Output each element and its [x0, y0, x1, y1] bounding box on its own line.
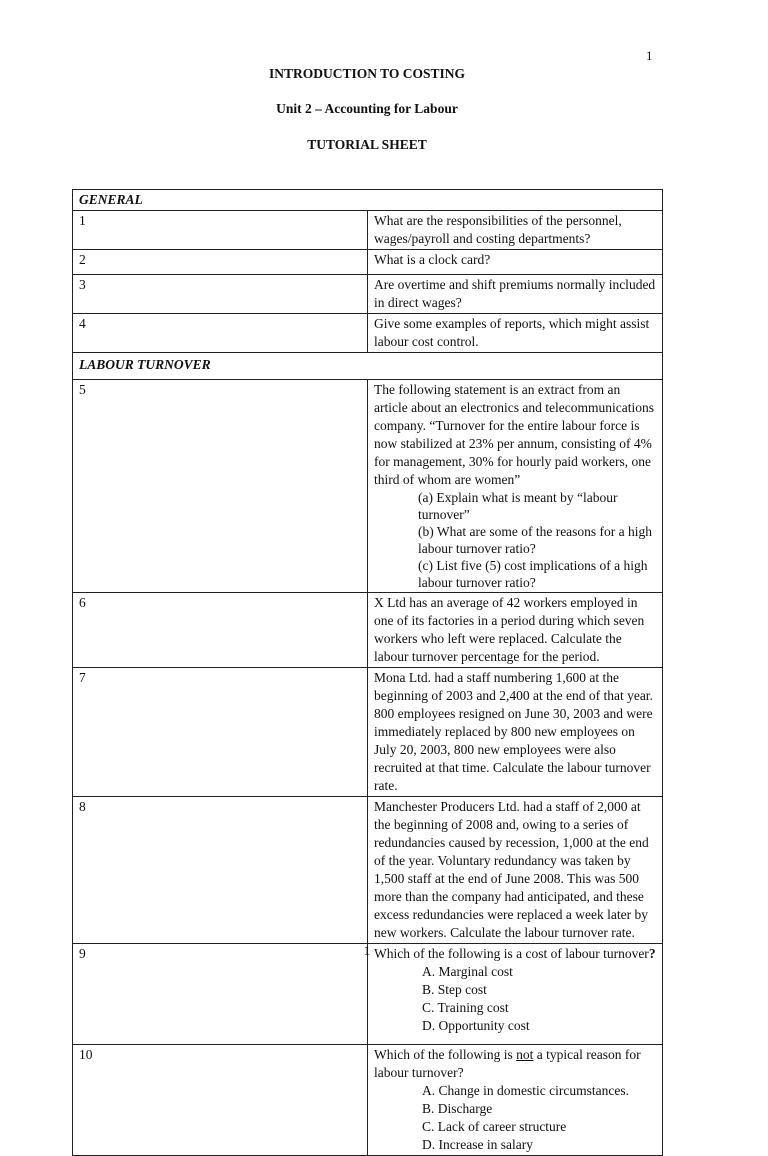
- answer-option: A. Marginal cost: [422, 964, 513, 979]
- section-row-general: [73, 190, 663, 211]
- question-number: 9: [73, 944, 368, 1045]
- question-number: 2: [73, 250, 368, 275]
- question-text-emphasis: not: [516, 1047, 534, 1062]
- question-row-8: [73, 797, 663, 944]
- question-cell: [368, 380, 663, 593]
- page-number-top: 1: [646, 48, 653, 63]
- question-row-5: [73, 380, 663, 593]
- question-text: The following statement is an extract from an article about an electronics and telecommunications company. “Turnover for the entire labour force is now stabilized at 23% per annum, consisting of 4% for management, 30% for hourly paid workers, one third of whom are women”: [374, 382, 655, 487]
- question-cell: [368, 1045, 663, 1156]
- question-number: 4: [73, 314, 368, 353]
- question-part: (b) What are some of the reasons for a high labour turnover ratio?: [418, 524, 653, 556]
- answer-option: B. Discharge: [422, 1101, 493, 1116]
- answer-option: C. Lack of career structure: [422, 1119, 567, 1134]
- question-number: 7: [73, 668, 368, 797]
- answer-option: B. Step cost: [422, 982, 487, 997]
- question-text: Are overtime and shift premiums normally included in direct wages?: [368, 275, 663, 314]
- question-mark: ?: [648, 946, 656, 961]
- question-row-6: [73, 593, 663, 668]
- question-number: 10: [73, 1045, 368, 1156]
- question-number: 5: [73, 380, 368, 593]
- question-number: 1: [73, 211, 368, 250]
- page-number-bottom: 1: [363, 943, 371, 958]
- question-text: Manchester Producers Ltd. had a staff of 2,000 at the beginning of 2008 and, owing to a series of redundancies caused by recession, 1,000 at the end of the year. Voluntary redundancy was taken by 1,500 staff at the end of June 2008. This was 500 more than the company had anticipated, and these excess redundancies were replaced a week later by new workers. Calculate the labour turnover rate.: [368, 797, 663, 944]
- section-row-labour-turnover: [73, 353, 663, 380]
- question-row-3: [73, 275, 663, 314]
- question-text-post: a typical reason for labour turnover?: [374, 1047, 641, 1080]
- answer-option: C. Training cost: [422, 1000, 509, 1015]
- question-number: 3: [73, 275, 368, 314]
- question-row-1: [73, 211, 663, 250]
- document-title: INTRODUCTION TO COSTING: [268, 66, 466, 81]
- question-part: (a) Explain what is meant by “labour turnover”: [418, 490, 618, 522]
- question-text-pre: Which of the following is: [374, 1047, 517, 1062]
- questions-table: [72, 189, 663, 1156]
- question-row-7: [73, 668, 663, 797]
- answer-option: D. Opportunity cost: [422, 1018, 530, 1033]
- question-part: (c) List five (5) cost implications of a high labour turnover ratio?: [418, 558, 648, 590]
- question-parts: [374, 489, 656, 591]
- section-heading-labour-turnover: LABOUR TURNOVER: [73, 353, 663, 380]
- sheet-subtitle: TUTORIAL SHEET: [307, 137, 427, 152]
- question-text: Give some examples of reports, which might assist labour cost control.: [368, 314, 663, 353]
- question-text-main: Which of the following is a cost of labour turnover: [374, 946, 649, 961]
- question-text: [374, 1046, 656, 1082]
- section-heading-general: GENERAL: [73, 190, 663, 211]
- question-number: 6: [73, 593, 368, 668]
- answer-option: D. Increase in salary: [422, 1137, 533, 1152]
- question-text: Mona Ltd. had a staff numbering 1,600 at the beginning of 2003 and 2,400 at the end of that year. 800 employees resigned on June 30, 2003 and were immediately replaced by 800 new employees on July 20, 2003, 800 new employees were also recruited at that time. Calculate the labour turnover rate.: [368, 668, 663, 797]
- answer-options: [374, 963, 656, 1035]
- question-row-10: [73, 1045, 663, 1156]
- question-text: What is a clock card?: [368, 250, 663, 275]
- answer-option: A. Change in domestic circumstances.: [422, 1083, 629, 1098]
- question-text: X Ltd has an average of 42 workers employed in one of its factories in a period during which seven workers who left were replaced. Calculate the labour turnover percentage for the period.: [368, 593, 663, 668]
- question-row-2: [73, 250, 663, 275]
- unit-title: Unit 2 – Accounting for Labour: [276, 101, 458, 116]
- answer-options: [374, 1082, 656, 1154]
- question-text: What are the responsibilities of the personnel, wages/payroll and costing departments?: [368, 211, 663, 250]
- question-number: 8: [73, 797, 368, 944]
- question-row-4: [73, 314, 663, 353]
